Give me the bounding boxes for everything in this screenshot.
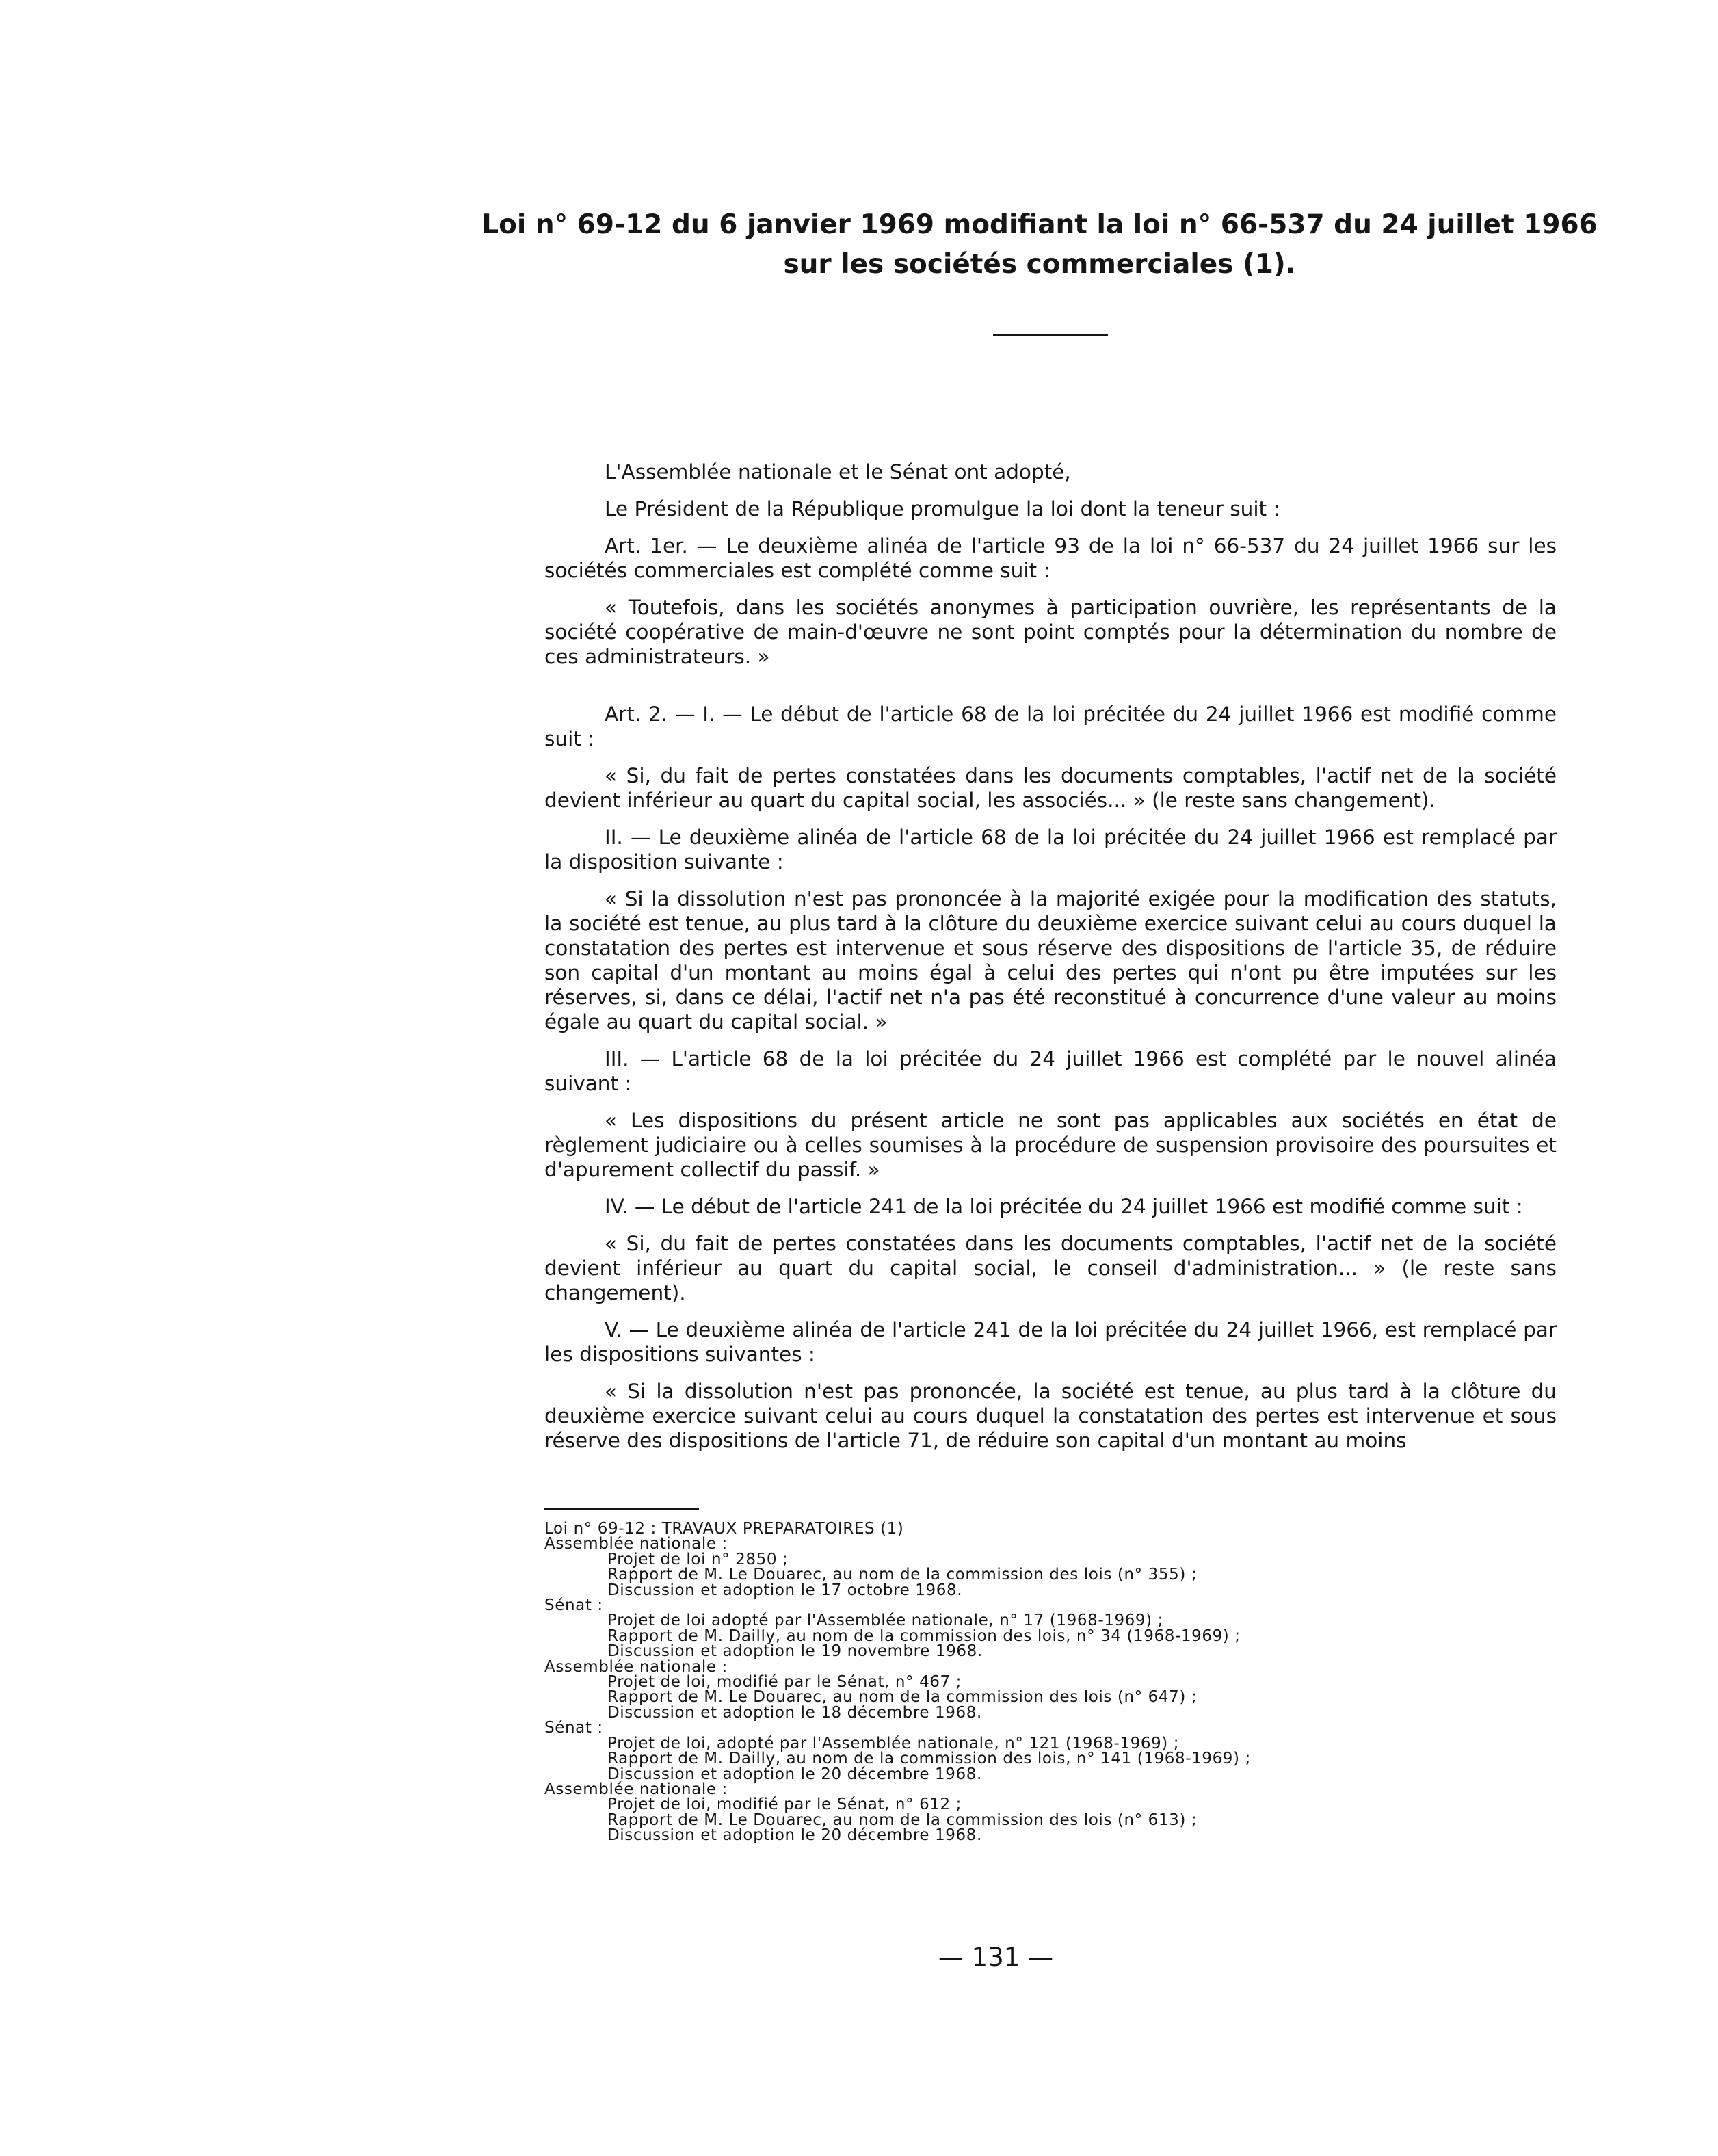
article-2-section-5: V. — Le deuxième alinéa de l'article 241 de la loi précitée du 24 juillet 1966, est remplacé par les dispositions suivantes :	[544, 1318, 1557, 1366]
promulgation-paragraph: Le Président de la République promulgue la loi dont la teneur suit :	[605, 497, 1280, 521]
footnote-entry: Discussion et adoption le 20 décembre 1968.	[607, 1765, 982, 1783]
article-2-section-3-quote: « Les dispositions du présent article ne sont pas applicables aux sociétés en état de règlement judiciaire ou à celles soumises à la procédure de suspension provisoire des poursuites et d'apurement collectif du passif. »	[544, 1109, 1557, 1181]
footnote-chamber: Assemblée nationale :	[544, 1535, 728, 1553]
article-2-section-5-quote: « Si la dissolution n'est pas prononcée, la société est tenue, au plus tard à la clôture du deuxième exercice suivant celui au cours duquel la constatation des pertes est intervenue et sous réserve des dispositions de l'article 71, de réduire son capital d'un montant au moins	[544, 1380, 1557, 1452]
article-1-quote: « Toutefois, dans les sociétés anonymes à participation ouvrière, les représentants de la société coopérative de main-d'œuvre ne sont point comptés pour la détermination du nombre de ces administrateurs. »	[544, 596, 1557, 668]
footnote-heading: Loi n° 69-12 : TRAVAUX PREPARATOIRES (1)	[544, 1520, 904, 1538]
footnote-divider	[544, 1508, 699, 1510]
footnote-chamber: Assemblée nationale :	[544, 1657, 728, 1676]
article-2-section-3: III. — L'article 68 de la loi précitée du 24 juillet 1966 est complété par le nouvel alinéa suivant :	[544, 1047, 1557, 1095]
footnote-entry: Rapport de M. Le Douarec, au nom de la commission des lois (n° 647) ;	[607, 1688, 1198, 1707]
article-2-section-1: Art. 2. — I. — Le début de l'article 68 de la loi précitée du 24 juillet 1966 est modifié comme suit :	[544, 702, 1557, 750]
article-2-section-2: II. — Le deuxième alinéa de l'article 68 de la loi précitée du 24 juillet 1966 est remplacé par la disposition suivante :	[544, 826, 1557, 873]
footnote-entry: Projet de loi, adopté par l'Assemblée nationale, n° 121 (1968-1969) ;	[607, 1734, 1180, 1752]
law-title	[479, 205, 1600, 285]
footnote-entry: Projet de loi, modifié par le Sénat, n° 612 ;	[607, 1796, 962, 1814]
footnote-chamber: Sénat :	[544, 1596, 603, 1615]
law-body	[544, 460, 1557, 1465]
footnote-entry: Projet de loi, modifié par le Sénat, n° 467 ;	[607, 1673, 962, 1692]
footnote-entry: Projet de loi n° 2850 ;	[607, 1550, 789, 1568]
footnote-entry: Projet de loi adopté par l'Assemblée nationale, n° 17 (1968-1969) ;	[607, 1612, 1163, 1630]
footnote-chamber: Sénat :	[544, 1719, 603, 1737]
preamble-paragraph: L'Assemblée nationale et le Sénat ont adopté,	[605, 460, 1071, 484]
footnote-entry: Rapport de M. Le Douarec, au nom de la commission des lois (n° 613) ;	[607, 1811, 1198, 1829]
footnote-chamber: Assemblée nationale :	[544, 1780, 728, 1798]
footnote-entry: Rapport de M. Le Douarec, au nom de la commission des lois (n° 355) ;	[607, 1566, 1198, 1584]
footnote-entry: Rapport de M. Dailly, au nom de la commission des lois, n° 141 (1968-1969) ;	[607, 1750, 1251, 1768]
page-number: — 131 —	[938, 1943, 1054, 1972]
title-divider	[993, 334, 1108, 336]
article-2-section-4-quote: « Si, du fait de pertes constatées dans les documents comptables, l'actif net de la société devient inférieur au quart du capital social, le conseil d'administration... » (le reste sans changement).	[544, 1232, 1557, 1304]
law-title-line-2: sur les sociétés commerciales (1).	[783, 249, 1296, 280]
article-2-section-2-quote: « Si la dissolution n'est pas prononcée à la majorité exigée pour la modification des statuts, la société est tenue, au plus tard à la clôture du deuxième exercice suivant celui au cours duquel la constatation des pertes est intervenue et sous réserve des dispositions de l'article 35, de réduire son capital d'un montant au moins égal à celui des pertes qui n'ont pu être imputées sur les réserves, si, dans ce délai, l'actif net n'a pas été reconstitué à concurrence d'une valeur au moins égale au quart du capital social. »	[544, 887, 1557, 1034]
footnote-entry: Discussion et adoption le 19 novembre 1968.	[607, 1642, 983, 1661]
footnotes	[544, 1521, 1557, 1843]
footnote-entry: Discussion et adoption le 17 octobre 1968.	[607, 1581, 963, 1599]
footnote-entry: Discussion et adoption le 18 décembre 1968.	[607, 1703, 982, 1722]
article-2-section-1-quote: « Si, du fait de pertes constatées dans les documents comptables, l'actif net de la société devient inférieur au quart du capital social, les associés... » (le reste sans changement).	[544, 764, 1557, 812]
law-title-line-1: Loi n° 69-12 du 6 janvier 1969 modifiant la loi n° 66-537 du 24 juillet 1966	[481, 209, 1598, 240]
article-1-heading: Art. 1er. — Le deuxième alinéa de l'article 93 de la loi n° 66-537 du 24 juillet 1966 sur les sociétés commerciales est complété comme suit :	[544, 534, 1557, 582]
footnote-entry: Discussion et adoption le 20 décembre 1968.	[607, 1826, 982, 1845]
article-2-section-4: IV. — Le début de l'article 241 de la loi précitée du 24 juillet 1966 est modifié comme suit :	[605, 1195, 1523, 1218]
footnote-entry: Rapport de M. Dailly, au nom de la commission des lois, n° 34 (1968-1969) ;	[607, 1627, 1241, 1645]
